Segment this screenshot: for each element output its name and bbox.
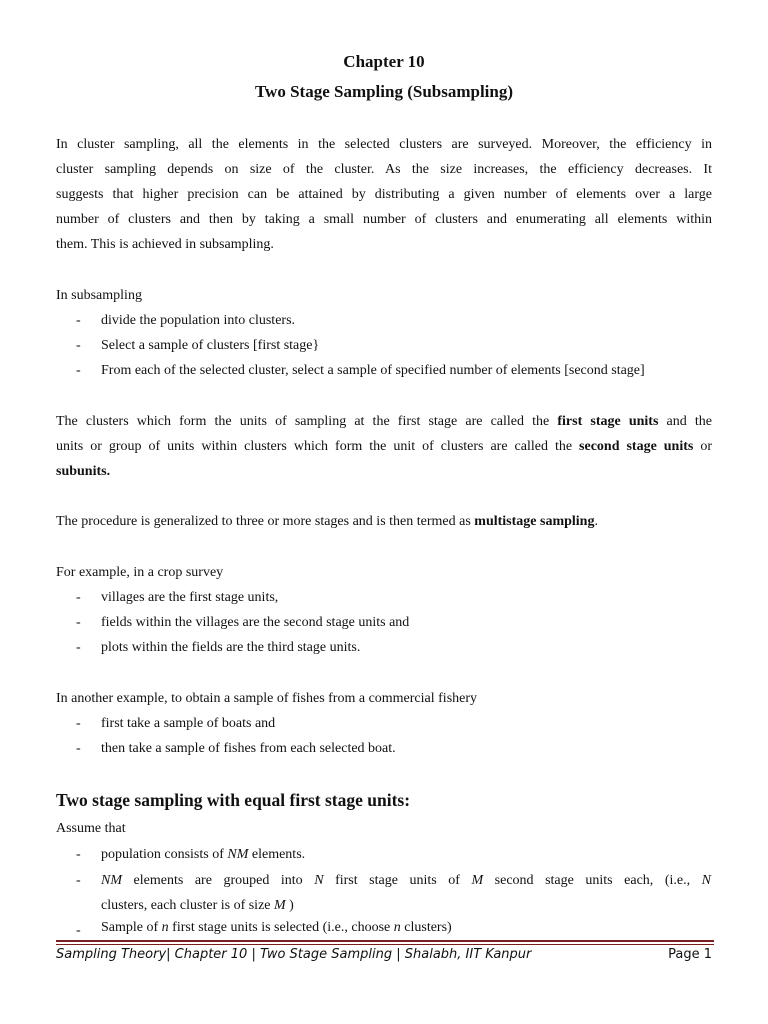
list-bullet: - bbox=[76, 615, 81, 630]
list-item: population consists of NM elements. bbox=[101, 847, 306, 862]
intro-line-4: number of clusters and then by taking a small number of clusters and enumerating all elements within bbox=[56, 212, 712, 227]
list-bullet: - bbox=[76, 640, 81, 655]
intro-line-3: suggests that higher precision can be attained by distributing a given number of elements over a large bbox=[56, 187, 712, 202]
list-item: then take a sample of fishes from each selected boat. bbox=[101, 741, 396, 756]
chapter-label: Chapter 10 bbox=[343, 52, 425, 71]
section-heading: Two stage sampling with equal first stage units: bbox=[56, 790, 411, 810]
math-NM: NM bbox=[101, 873, 122, 888]
units-line-2: units or group of units within clusters which form the unit of clusters are called the second stage units or bbox=[56, 439, 712, 454]
multistage-line: The procedure is generalized to three or more stages and is then termed as multistage sampling. bbox=[56, 514, 598, 529]
list-item: From each of the selected cluster, select a sample of specified number of elements [second stage] bbox=[101, 363, 645, 378]
list-item: first take a sample of boats and bbox=[101, 716, 276, 731]
math-NM: NM bbox=[227, 847, 249, 862]
crop-lead: For example, in a crop survey bbox=[56, 565, 224, 580]
intro-line-2: cluster sampling depends on size of the cluster. As the size increases, the efficiency decreases. It bbox=[56, 162, 712, 177]
term-multistage-sampling: multistage sampling bbox=[474, 514, 595, 529]
math-N: N bbox=[701, 873, 711, 888]
units-line-3 bbox=[56, 459, 110, 484]
page-number: Page 1 bbox=[668, 947, 712, 962]
math-n: n bbox=[393, 920, 401, 935]
fishery-lead: In another example, to obtain a sample of fishes from a commercial fishery bbox=[56, 691, 478, 706]
footer-text: Sampling Theory| Chapter 10 | Two Stage Sampling | Shalabh, IIT Kanpur bbox=[56, 947, 532, 962]
list-item: villages are the first stage units, bbox=[101, 590, 279, 605]
list-bullet: - bbox=[76, 873, 81, 888]
intro-line-5: them. This is achieved in subsampling. bbox=[56, 237, 274, 252]
list-bullet: - bbox=[76, 313, 81, 328]
list-item: fields within the villages are the second stage units and bbox=[101, 615, 410, 630]
list-item: Select a sample of clusters [first stage} bbox=[101, 338, 320, 353]
page-title: Two Stage Sampling (Subsampling) bbox=[254, 82, 514, 101]
list-item: plots within the fields are the third stage units. bbox=[101, 640, 361, 655]
footer-rule bbox=[56, 940, 714, 942]
math-M: M bbox=[274, 898, 286, 913]
list-item: Sample of n first stage units is selected (i.e., choose n clusters) bbox=[101, 920, 452, 935]
list-bullet: - bbox=[76, 741, 81, 756]
assume-lead: Assume that bbox=[56, 821, 126, 836]
list-bullet: - bbox=[76, 716, 81, 731]
list-bullet: - bbox=[76, 847, 81, 862]
list-item: NM elements are grouped into N first stage units of M second stage units each, (i.e., N bbox=[101, 873, 711, 888]
term-first-stage-units: first stage units bbox=[557, 414, 659, 429]
footer-rule-thin bbox=[56, 944, 714, 945]
intro-line-1: In cluster sampling, all the elements in the selected clusters are surveyed. Moreover, the efficiency in bbox=[56, 137, 712, 152]
units-line-1: The clusters which form the units of sampling at the first stage are called the first stage units and the bbox=[56, 414, 712, 429]
term-second-stage-units: second stage units bbox=[579, 439, 694, 454]
term-subunits: subunits. bbox=[56, 464, 111, 479]
math-n: n bbox=[161, 920, 169, 935]
list-bullet: - bbox=[76, 923, 81, 938]
subsampling-lead: In subsampling bbox=[56, 288, 142, 303]
math-M: M bbox=[471, 873, 484, 888]
list-item: divide the population into clusters. bbox=[101, 313, 296, 328]
list-item-continuation: clusters, each cluster is of size M ) bbox=[101, 898, 294, 913]
math-N: N bbox=[314, 873, 324, 888]
list-bullet: - bbox=[76, 338, 81, 353]
list-bullet: - bbox=[76, 590, 81, 605]
list-bullet: - bbox=[76, 363, 81, 378]
